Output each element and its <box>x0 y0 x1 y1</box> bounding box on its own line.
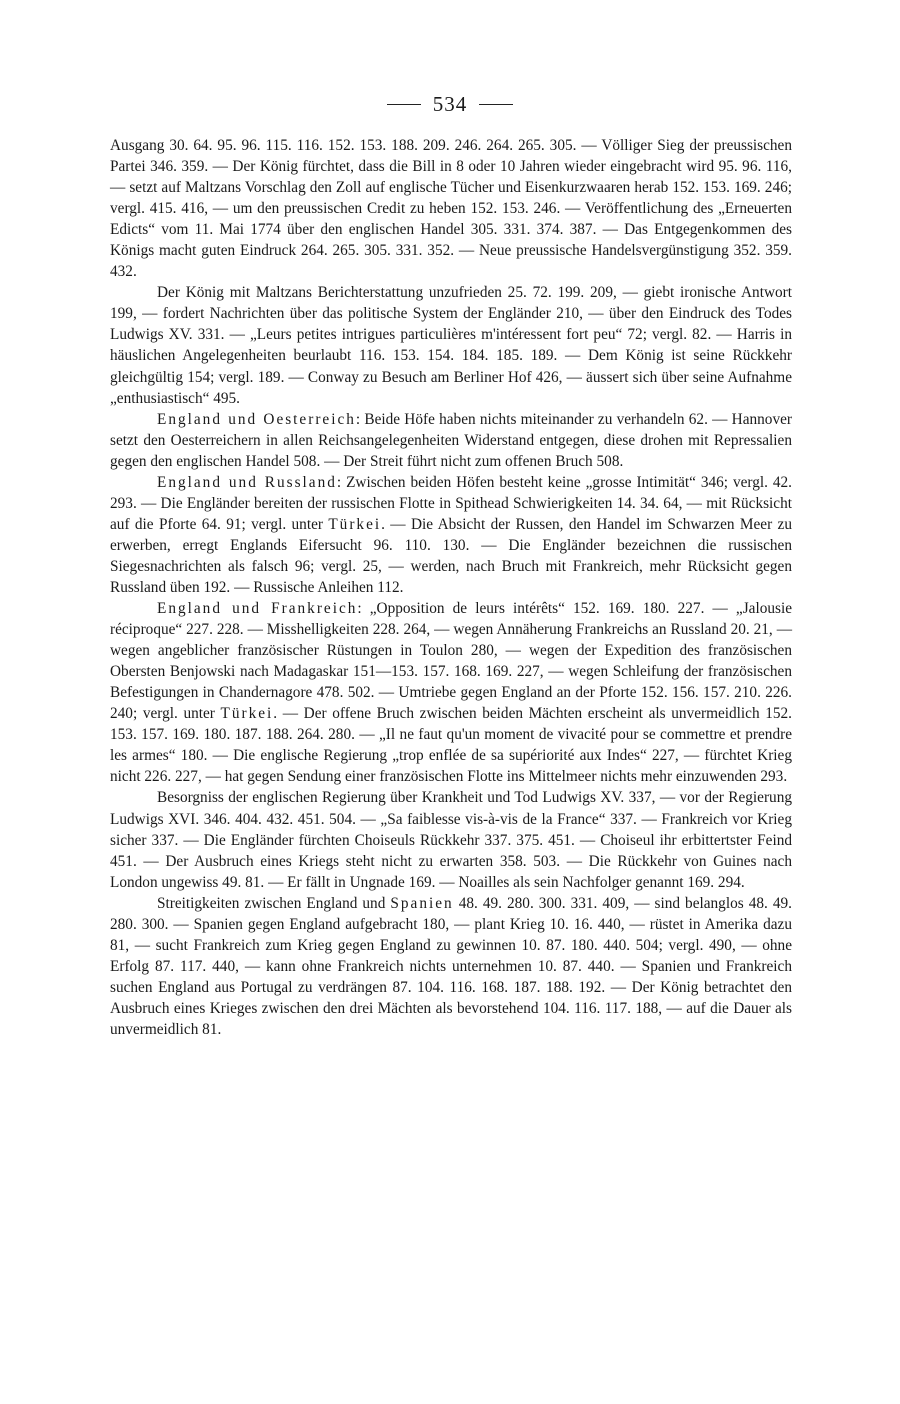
paragraph-text: . — Der offene Bruch zwischen beiden Mächten erscheint als unvermeidlich 152. 153. 157. 169. 180. 187. 188. 264. 280. — „Il ne faut qu'un moment de vivacité pour se commettre et prendre les armes“ 180. — Die englische Regierung „trop enflée de sa supériorité aux Indes“ 227, — fürchtet Krieg nicht 226. 227, — hat gegen Sendung einer französischen Flotte ins Mittelmeer nichts mehr einzuwenden 293. <box>110 705 793 786</box>
spaced-heading-text: England und Russland <box>157 473 337 491</box>
index-paragraph <box>110 598 792 787</box>
paragraph-text: Besorgniss der englischen Regierung über Krankheit und Tod Ludwigs XV. 337, — vor der Regierung Ludwigs XVI. 346. 404. 432. 451. 504. — „Sa faiblesse vis-à-vis de la France“ 337. — Frankreich vor Krieg sicher 337. — Die Engländer fürchten Choiseuls Rückkehr 337. 375. 451. — Choiseul ihr erbittertster Feind 451. — Der Ausbruch eines Kriegs steht nicht zu erwarten 358. 503. — Die Rückkehr von Guines nach London ungewiss 49. 81. — Er fällt in Ungnade 169. — Noailles als sein Nachfolger genannt 169. 294. <box>110 789 792 891</box>
page-header <box>0 92 900 117</box>
index-entries <box>110 135 792 1040</box>
spaced-heading-text: England und Frankreich <box>157 600 358 618</box>
index-paragraph <box>110 787 792 892</box>
paragraph-text: 48. 49. 280. 300. 331. 409, — sind belanglos 48. 49. 280. 300. — Spanien gegen England aufgebracht 180, — plant Krieg 10. 16. 440, — rüstet in Amerika dazu 81, — sucht Frankreich zum Krieg gegen England zu gewinnen 10. 87. 180. 440. 504; vergl. 490, — ohne Erfolg 87. 117. 440, — kann ohne Frankreich nichts unternehmen 10. 87. 440. — Spanien und Frankreich suchen England aus Portugal zu verdrängen 87. 104. 116. 168. 187. 188. 192. — Der König betrachtet den Ausbruch eines Krieges zwischen den drei Mächten als bevorstehend 104. 116. 117. 188, — auf die Dauer als unvermeidlich 81. <box>110 894 792 1038</box>
index-paragraph <box>110 282 792 408</box>
spaced-heading-text: Türkei <box>328 515 382 533</box>
page-number: 534 <box>432 92 468 116</box>
paragraph-text: : Zwischen beiden Höfen besteht keine „grosse Intimität“ 346; vergl. 42. 293. — Die Engländer bereiten der russischen Flotte in Spithead Schwierigkeiten 14. 34. 64, — mit Rücksicht auf die Pforte 64. 91; vergl. unter <box>110 473 793 533</box>
paragraph-text: : „Opposition de leurs intérêts“ 152. 169. 180. 227. — „Jalousie réciproque“ 227. 228. — Misshelligkeiten 228. 264, — wegen Annäherung Frankreichs an Russland 20. 21, — wegen angeblicher französischer Rüstungen in Toulon 280, — wegen der Expedition des französischen Obersten Benjowski nach Madagaskar 151—153. 157. 168. 169. 227, — wegen Schleifung der französischen Befestigungen in Chandernagore 478. 502. — Umtriebe gegen England an der Pforte 152. 156. 157. 210. 226. 240; vergl. unter <box>110 600 792 723</box>
header-left-rule <box>387 104 421 105</box>
header-right-rule <box>479 104 513 105</box>
spaced-heading-text: Türkei <box>220 705 274 723</box>
spaced-heading-text: England und Oesterreich <box>157 410 356 428</box>
paragraph-text: Streitigkeiten zwischen England und <box>157 894 391 912</box>
paragraph-text: Der König mit Maltzans Berichterstattung unzufrieden 25. 72. 199. 209, — giebt ironische Antwort 199, — fordert Nachrichten über das politische System der Engländer 210, — über den Eindruck des Todes Ludwigs XV. 331. — „Leurs petites intrigues particulières m'intéressent fort peu“ 72; vergl. 82. — Harris in häuslichen Angelegenheiten beurlaubt 116. 153. 154. 184. 185. 189. — Dem König ist seine Rückkehr gleichgültig 154; vergl. 189. — Conway zu Besuch am Berliner Hof 426, — äussert sich über seine Aufnahme „enthusiastisch“ 495. <box>110 284 792 407</box>
spaced-heading-text: Spanien <box>390 894 454 912</box>
paragraph-text: Ausgang 30. 64. 95. 96. 115. 116. 152. 153. 188. 209. 246. 264. 265. 305. — Völliger Sieg der preussischen Partei 346. 359. — Der König fürchtet, dass die Bill in 8 oder 10 Jahren wieder eingebracht wird 95. 96. 116, — setzt auf Maltzans Vorschlag den Zoll auf englische Tücher und Eisenkurzwaaren herab 152. 153. 169. 246; vergl. 415. 416, — um den preussischen Credit zu heben 152. 153. 246. — Veröffentlichung des „Erneuerten Edicts“ vom 11. Mai 1774 über den englischen Handel 305. 331. 374. 387. — Das Entgegenkommen des Königs macht guten Eindruck 264. 265. 305. 331. 352. — Neue preussische Handelsvergünstigung 352. 359. 432. <box>110 137 792 281</box>
paragraph-text: . — Die Absicht der Russen, den Handel im Schwarzen Meer zu erwerben, erregt Englands Eifersucht 96. 110. 130. — Die Engländer bezeichnen die russischen Siegesnachrichten als falsch 96; vergl. 25, — werden, nach Bruch mit Frankreich, mehr Rücksicht gegen Russland üben 192. — Russische Anleihen 112. <box>110 515 792 596</box>
index-paragraph <box>110 409 792 472</box>
paragraph-text: : Beide Höfe haben nichts miteinander zu verhandeln 62. — Hannover setzt den Oesterreichern in allen Reichsangelegenheiten Widerstand entgegen, diese drohen mit Repressalien gegen den englischen Handel 508. — Der Streit führt nicht zum offenen Bruch 508. <box>110 410 792 470</box>
index-paragraph <box>110 893 792 1040</box>
index-paragraph <box>110 135 792 282</box>
index-paragraph <box>110 472 792 598</box>
